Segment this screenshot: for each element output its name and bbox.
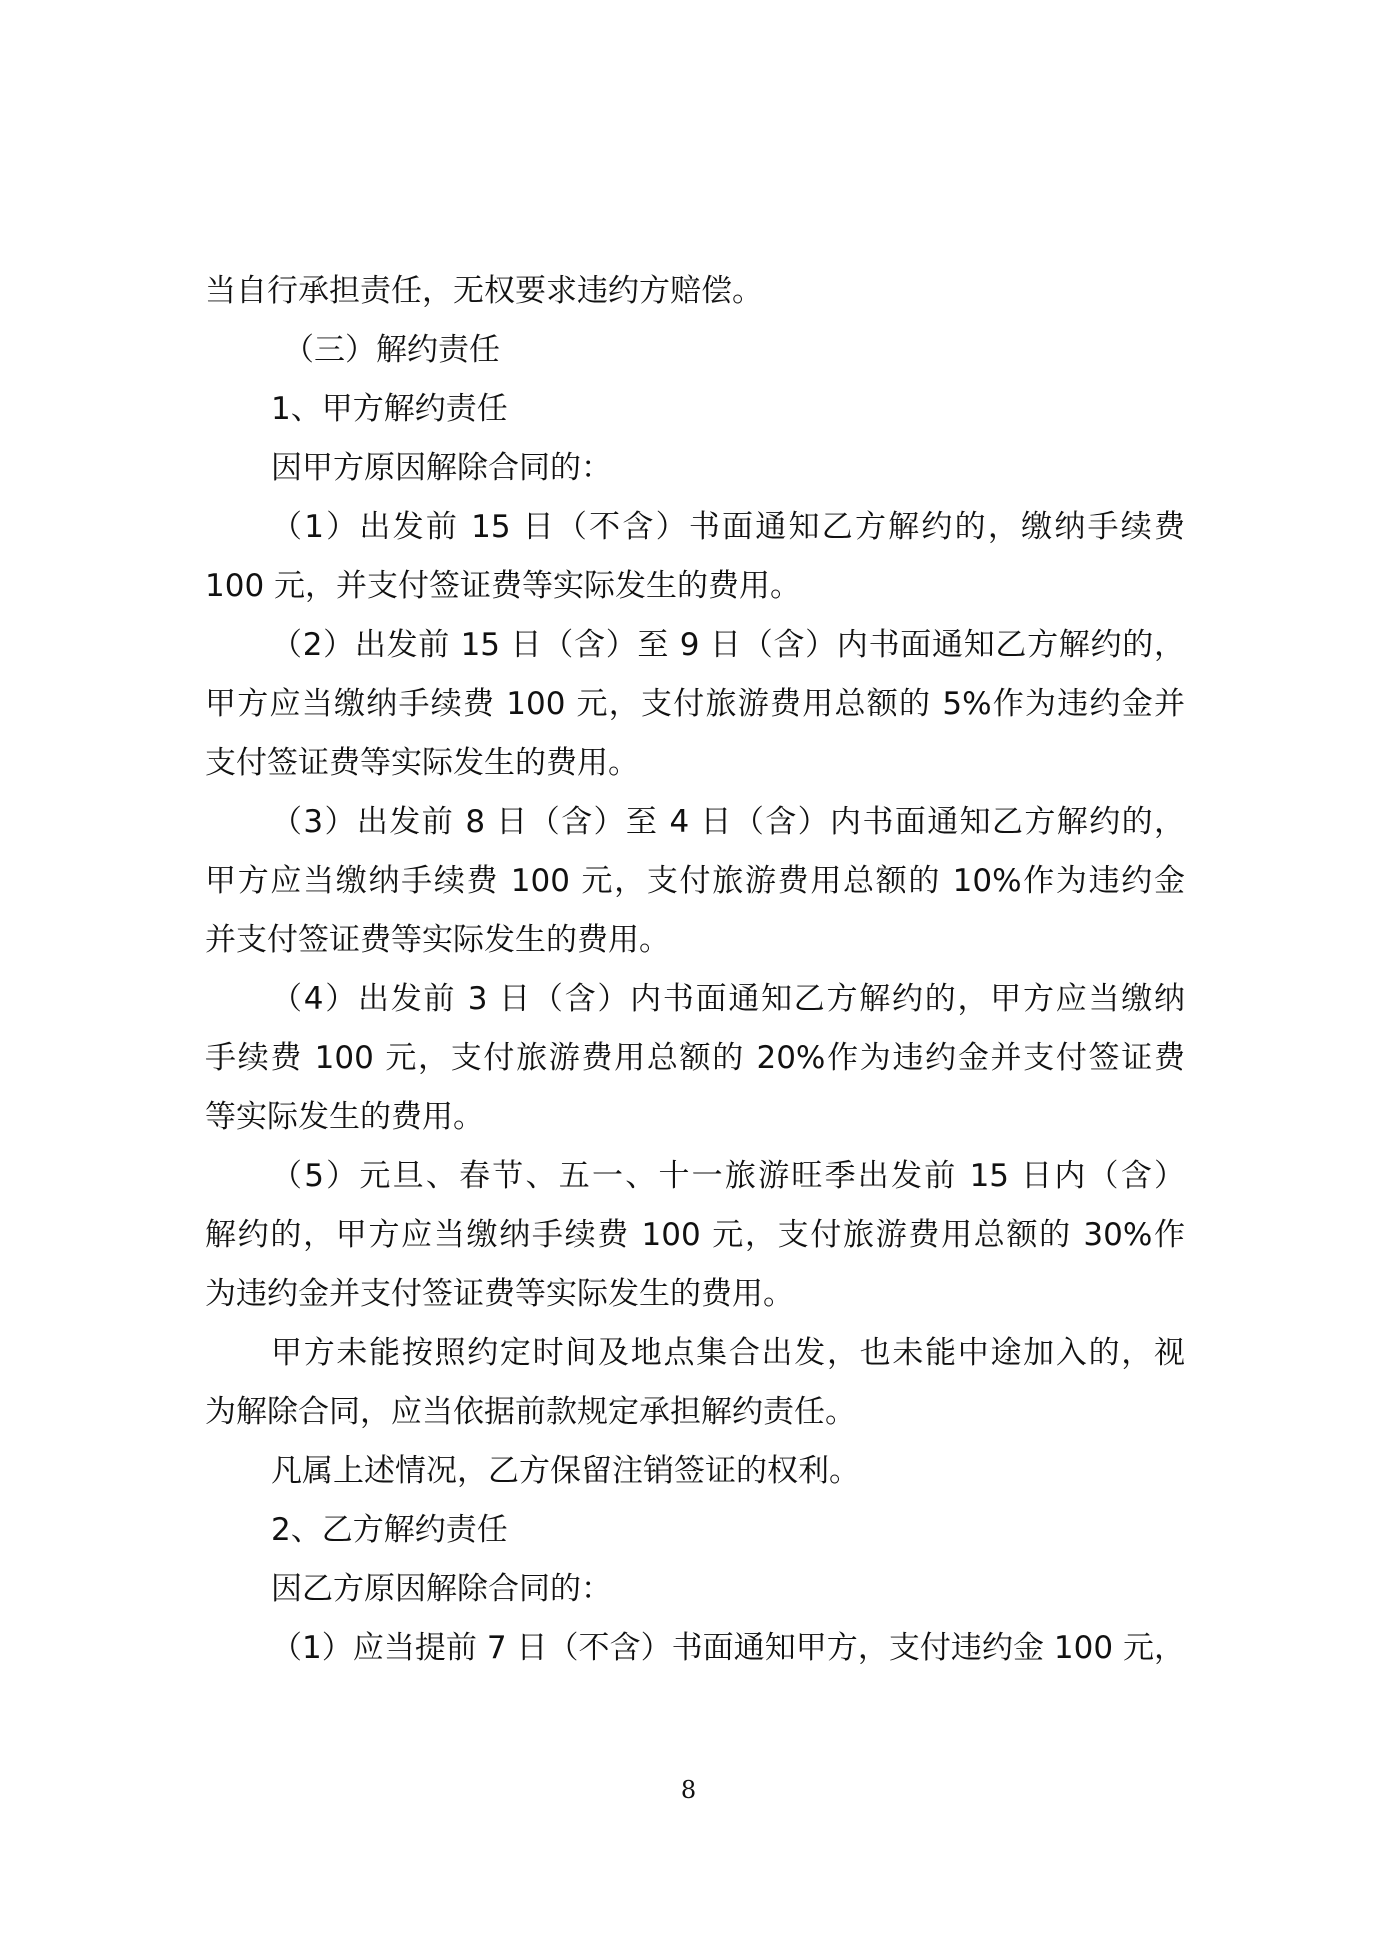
paragraph-line: 甲方应当缴纳手续费 100 元，支付旅游费用总额的 10%作为违约金 (205, 863, 1185, 899)
paragraph-line: 因乙方原因解除合同的： (271, 1571, 612, 1607)
paragraph-line: 为解除合同，应当依据前款规定承担解约责任。 (205, 1394, 856, 1430)
subsection-heading: 2、乙方解约责任 (271, 1512, 508, 1548)
subsection-heading: 1、甲方解约责任 (271, 391, 508, 427)
paragraph-line: 甲方未能按照约定时间及地点集合出发，也未能中途加入的，视 (271, 1335, 1185, 1371)
paragraph-line: 因甲方原因解除合同的： (271, 450, 612, 486)
paragraph-line: 手续费 100 元，支付旅游费用总额的 20%作为违约金并支付签证费 (205, 1040, 1185, 1076)
paragraph-line: 支付签证费等实际发生的费用。 (205, 745, 639, 781)
paragraph-line: （3）出发前 8 日（含）至 4 日（含）内书面通知乙方解约的， (271, 804, 1185, 840)
paragraph-line: （4）出发前 3 日（含）内书面通知乙方解约的，甲方应当缴纳 (271, 981, 1185, 1017)
paragraph-line: （1）出发前 15 日（不含）书面通知乙方解约的，缴纳手续费 (271, 509, 1185, 545)
paragraph-line: （1）应当提前 7 日（不含）书面通知甲方，支付违约金 100 元， (271, 1630, 1185, 1666)
section-heading: （三）解约责任 (283, 332, 500, 368)
paragraph-line: （5）元旦、春节、五一、十一旅游旺季出发前 15 日内（含） (271, 1158, 1185, 1194)
paragraph-line: 并支付签证费等实际发生的费用。 (205, 922, 670, 958)
document-body (205, 262, 1185, 1678)
paragraph-line: 甲方应当缴纳手续费 100 元，支付旅游费用总额的 5%作为违约金并 (205, 686, 1185, 722)
page-number: 8 (680, 1776, 697, 1804)
paragraph-line: 凡属上述情况，乙方保留注销签证的权利。 (271, 1453, 860, 1489)
paragraph-line: 解约的，甲方应当缴纳手续费 100 元，支付旅游费用总额的 30%作 (205, 1217, 1185, 1253)
paragraph-line: （2）出发前 15 日（含）至 9 日（含）内书面通知乙方解约的， (271, 627, 1185, 663)
paragraph-line: 当自行承担责任，无权要求违约方赔偿。 (205, 273, 763, 309)
paragraph-line: 等实际发生的费用。 (205, 1099, 484, 1135)
paragraph-line: 100 元，并支付签证费等实际发生的费用。 (205, 568, 802, 604)
paragraph-line: 为违约金并支付签证费等实际发生的费用。 (205, 1276, 794, 1312)
